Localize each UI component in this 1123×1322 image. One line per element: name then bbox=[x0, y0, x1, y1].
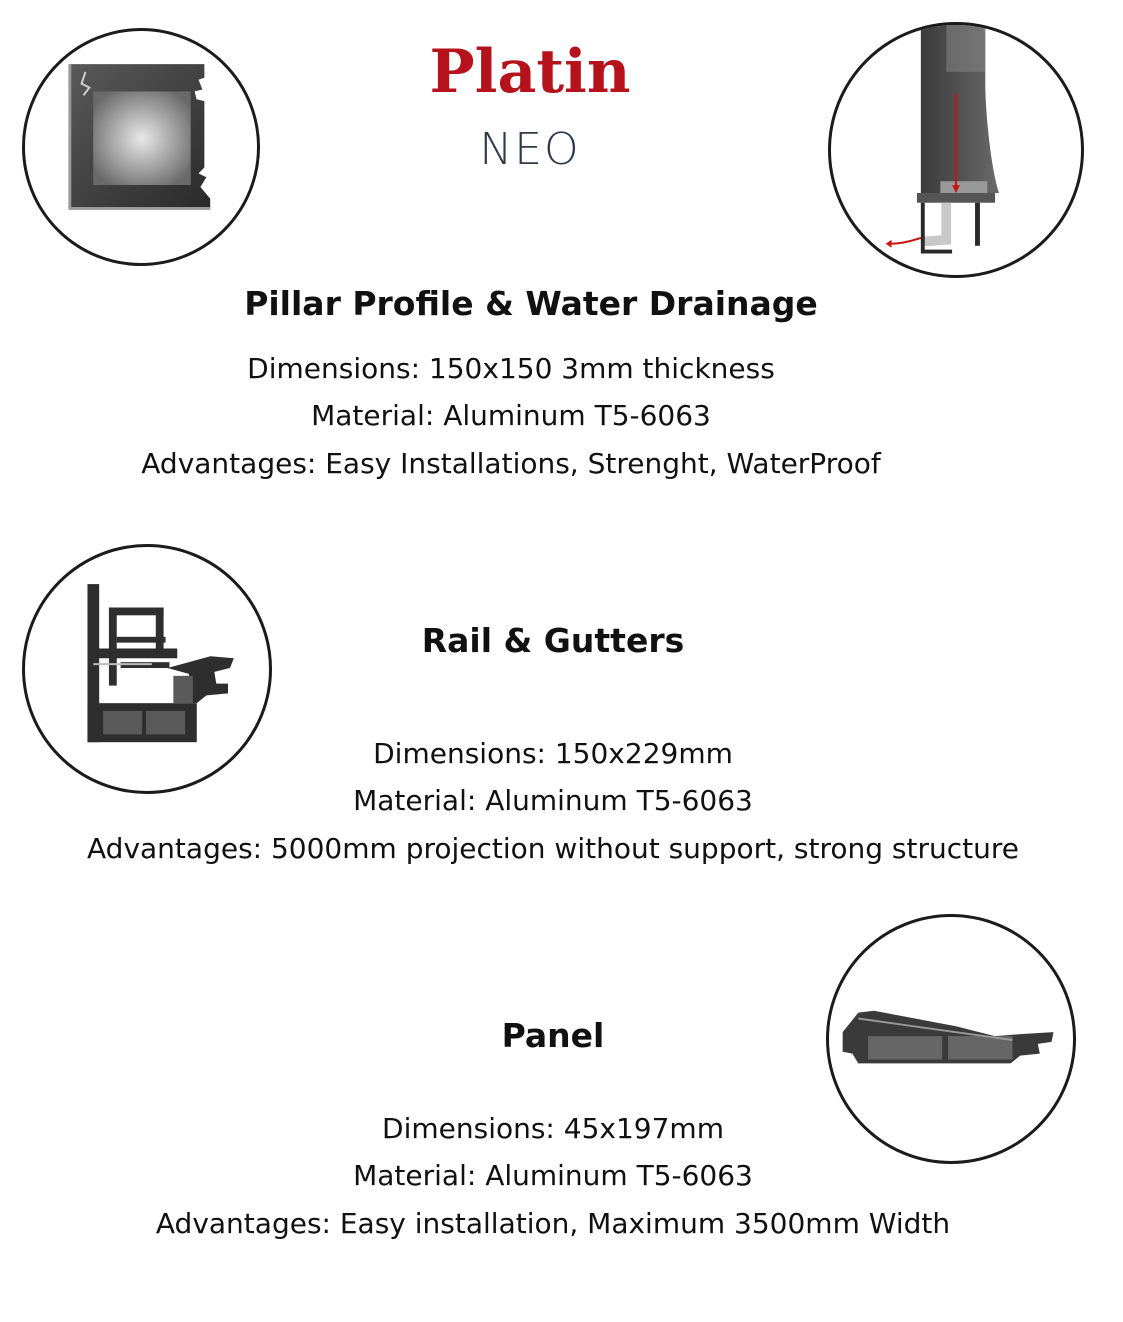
section-heading-panel: Panel bbox=[501, 1016, 605, 1055]
rail-dimensions: Dimensions: 150x229mm bbox=[373, 737, 733, 770]
panel-material: Material: Aluminum T5-6063 bbox=[353, 1159, 753, 1192]
rail-advantages: Advantages: 5000mm projection without support, strong structure bbox=[87, 832, 1019, 865]
brand-subtitle: NEO bbox=[479, 124, 581, 175]
panel-dimensions: Dimensions: 45x197mm bbox=[382, 1112, 724, 1145]
pillar-profile-image bbox=[22, 28, 260, 266]
rail-material: Material: Aluminum T5-6063 bbox=[353, 784, 753, 817]
pillar-profile-cross-section-icon bbox=[25, 31, 257, 263]
pillar-material: Material: Aluminum T5-6063 bbox=[311, 399, 711, 432]
pillar-dimensions: Dimensions: 150x150 3mm thickness bbox=[247, 352, 775, 385]
panel-advantages: Advantages: Easy installation, Maximum 3500mm Width bbox=[155, 1207, 951, 1240]
brand-title: Platin bbox=[429, 37, 631, 107]
water-drainage-image bbox=[828, 22, 1084, 278]
water-drainage-icon bbox=[831, 25, 1081, 275]
section-heading-pillar: Pillar Profile & Water Drainage bbox=[244, 284, 818, 323]
pillar-advantages: Advantages: Easy Installations, Strenght, WaterProof bbox=[141, 447, 881, 480]
section-heading-rail: Rail & Gutters bbox=[421, 621, 685, 660]
